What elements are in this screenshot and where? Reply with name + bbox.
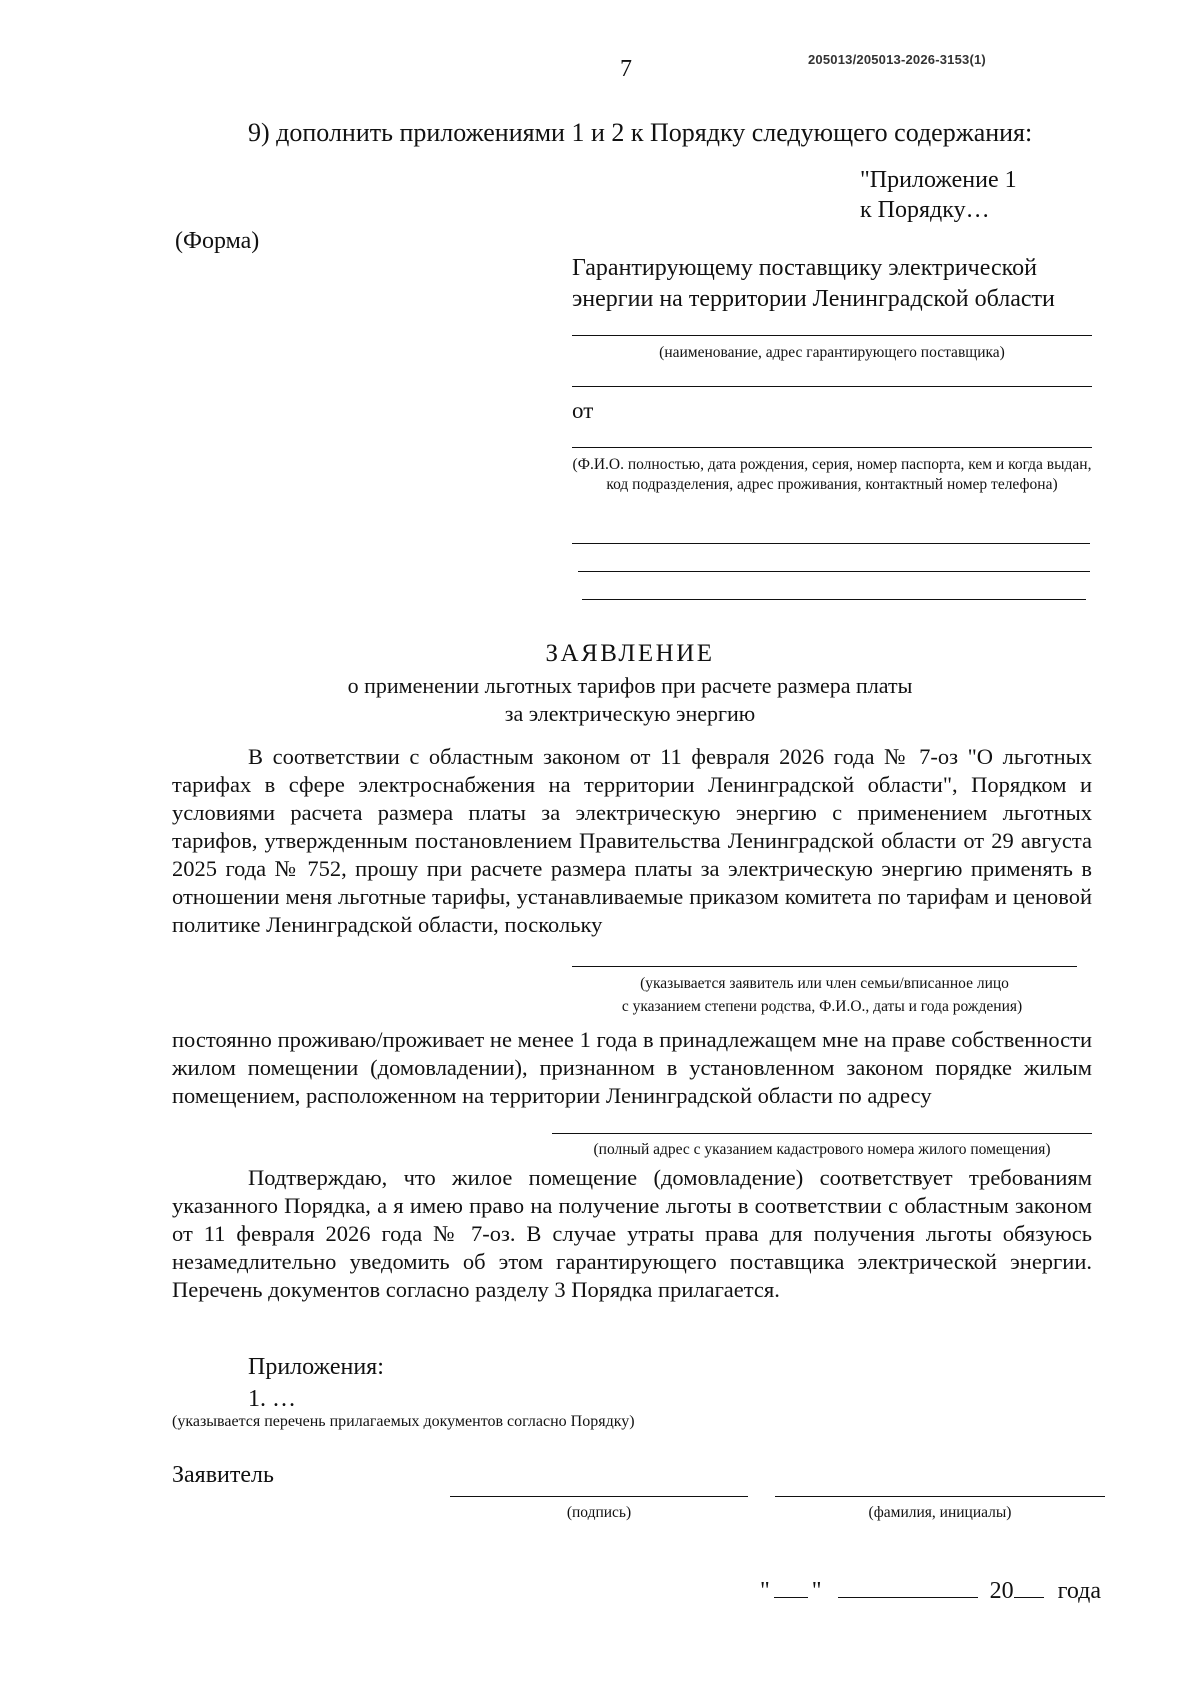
year-prefix: 20 [989, 1578, 1014, 1604]
signature-line[interactable] [450, 1496, 748, 1497]
recipient-name-line[interactable] [572, 335, 1092, 336]
signature-note: (подпись) [566, 1504, 632, 1521]
attachments-note: (указывается перечень прилагаемых документов согласно Порядку) [172, 1413, 635, 1430]
name-note: (фамилия, инициалы) [868, 1504, 1012, 1521]
address-note: (полный адрес с указанием кадастрового номера жилого помещения) [593, 1141, 1051, 1158]
attachment-item: 1. … [248, 1386, 296, 1412]
applicant-extra-line-3[interactable] [582, 599, 1086, 600]
application-subtitle [300, 672, 960, 728]
recipient-address-line[interactable] [572, 386, 1092, 387]
day-quote-close: " [811, 1578, 822, 1604]
subtitle-line-1: о применении льготных тарифов при расчете размера платы [347, 673, 913, 698]
address-line[interactable] [552, 1133, 1092, 1134]
day-blank[interactable] [774, 1597, 808, 1598]
from-label: от [572, 398, 594, 423]
day-quote-open: " [760, 1578, 770, 1604]
date-line [760, 1578, 1101, 1605]
recipient-title: Гарантирующему поставщику электрической энергии на территории Ленинградской области [572, 255, 1055, 312]
applicant-line[interactable] [572, 447, 1092, 448]
applicant-extra-line-2[interactable] [578, 571, 1090, 572]
applicant-extra-line-1[interactable] [572, 543, 1090, 544]
member-note-line-2: с указанием степени родства, Ф.И.О., даты и года рождения) [621, 998, 1023, 1015]
reason-line[interactable] [572, 966, 1077, 967]
applicant-note: (Ф.И.О. полностью, дата рождения, серия, номер паспорта, кем и когда выдан, код подразделения, адрес проживания, контактный номер телефона) [572, 456, 1092, 493]
attachments-title: Приложения: [248, 1354, 384, 1380]
form-label: (Форма) [175, 228, 260, 254]
recipient-name-note: (наименование, адрес гарантирующего поставщика) [659, 344, 1005, 361]
paragraph-1 [172, 743, 1092, 939]
document-id: 205013/205013-2026-3153(1) [808, 52, 986, 67]
page-number: 7 [620, 56, 632, 82]
paragraph-3 [172, 1164, 1092, 1304]
paragraph-2 [172, 1026, 1092, 1110]
month-blank[interactable] [838, 1597, 978, 1598]
applicant-label: Заявитель [172, 1462, 274, 1488]
name-line[interactable] [775, 1496, 1105, 1497]
intro-text: 9) дополнить приложениями 1 и 2 к Порядку следующего содержания: [248, 118, 1033, 147]
paragraph-2-text: постоянно проживаю/проживает не менее 1 года в принадлежащем мне на праве собственности жилом помещении (домовладении), признанном в установленном законом порядке жилым помещением, расположенном на территории Ленинградской области по адресу [172, 1027, 1092, 1108]
subtitle-line-2: за электрическую энергию [504, 701, 756, 726]
year-blank[interactable] [1014, 1597, 1044, 1598]
year-suffix: года [1057, 1578, 1102, 1604]
annex-reference: "Приложение 1 к Порядку… [860, 167, 1017, 223]
application-title: ЗАЯВЛЕНИЕ [545, 640, 715, 667]
member-note-line-1: (указывается заявитель или член семьи/вписанное лицо [640, 975, 1009, 992]
paragraph-3-text: Подтверждаю, что жилое помещение (домовладение) соответствует требованиям указанного Порядка, а я имею право на получение льготы в соответствии с областным законом от 11 февраля 2026 года № 7-оз. В случае утраты права для получения льготы обязуюсь незамедлительно уведомить об этом гарантирующего поставщика электрической энергии. Перечень документов согласно разделу 3 Порядка прилагается. [172, 1165, 1092, 1302]
paragraph-1-text: В соответствии с областным законом от 11 февраля 2026 года № 7-оз "О льготных тарифах в сфере электроснабжения на территории Ленинградской области", Порядком и условиями расчета размера платы за электрическую энергию с применением льготных тарифов, утвержденным постановлением Правительства Ленинградской области от 29 августа 2025 года № 752, прошу при расчете размера платы за электрическую энергию применять в отношении меня льготные тарифы, устанавливаемые приказом комитета по тарифам и ценовой политике Ленинградской области, поскольку [172, 744, 1092, 937]
